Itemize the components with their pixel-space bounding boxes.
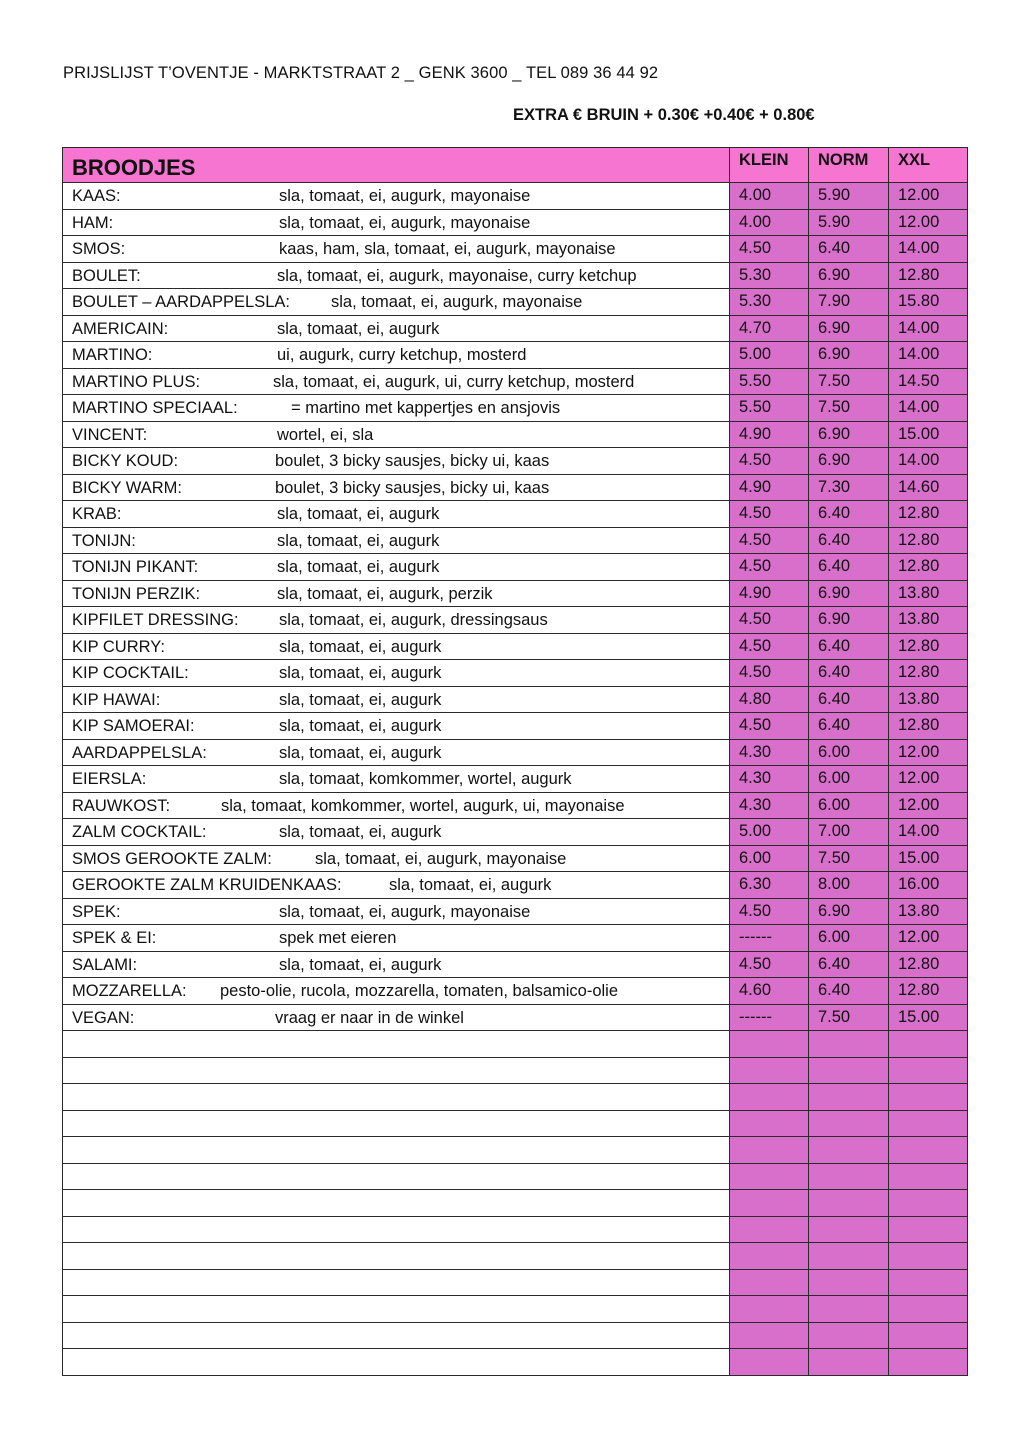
item-ingredients: kaas, ham, sla, tomaat, ei, augurk, mayonaise	[279, 240, 616, 258]
table-row	[63, 1004, 968, 1031]
price-xxl: 14.00	[889, 448, 968, 475]
price-norm: 6.40	[809, 236, 889, 263]
item-name: KIP COCKTAIL:	[72, 664, 189, 682]
price-xxl: 12.80	[889, 527, 968, 554]
empty-price-cell	[889, 1269, 968, 1296]
empty-row	[63, 1349, 968, 1376]
price-klein: 4.90	[730, 421, 809, 448]
item-name: AARDAPPELSLA:	[72, 743, 207, 762]
table-row	[63, 209, 968, 236]
table-row	[63, 262, 968, 289]
price-norm: 7.90	[809, 289, 889, 316]
price-klein: 4.80	[730, 686, 809, 713]
price-klein: 4.30	[730, 766, 809, 793]
table-row	[63, 580, 968, 607]
item-ingredients: = martino met kappertjes en ansjovis	[291, 399, 561, 417]
price-xxl: 12.80	[889, 501, 968, 528]
price-xxl: 12.80	[889, 262, 968, 289]
empty-item-cell	[63, 1190, 730, 1217]
table-row	[63, 872, 968, 899]
item-ingredients: sla, tomaat, ei, augurk	[277, 531, 440, 550]
price-xxl: 13.80	[889, 580, 968, 607]
price-klein: 4.30	[730, 739, 809, 766]
item-name: BOULET:	[72, 266, 141, 285]
empty-price-cell	[889, 1137, 968, 1164]
empty-item-cell	[63, 1137, 730, 1164]
empty-price-cell	[730, 1216, 809, 1243]
item-name: MOZZARELLA:	[72, 982, 187, 1000]
empty-price-cell	[730, 1190, 809, 1217]
price-xxl: 12.80	[889, 633, 968, 660]
price-norm: 6.40	[809, 713, 889, 740]
item-name: EIERSLA:	[72, 770, 147, 788]
item-name: BICKY KOUD:	[72, 452, 179, 470]
item-ingredients: sla, tomaat, ei, augurk	[389, 876, 552, 894]
empty-price-cell	[889, 1296, 968, 1323]
item-name: TONIJN PERZIK:	[72, 584, 201, 603]
table-row	[63, 448, 968, 475]
empty-row	[63, 1269, 968, 1296]
price-klein: 4.70	[730, 315, 809, 342]
table-row	[63, 713, 968, 740]
empty-price-cell	[809, 1031, 889, 1058]
item-name: HAM:	[72, 213, 114, 232]
price-klein: 4.50	[730, 236, 809, 263]
price-klein: 6.30	[730, 872, 809, 899]
item-cell	[63, 819, 730, 846]
table-row	[63, 739, 968, 766]
item-cell	[63, 289, 730, 316]
item-ingredients: sla, tomaat, ei, augurk	[279, 637, 442, 656]
item-cell	[63, 925, 730, 952]
price-norm: 7.50	[809, 1004, 889, 1031]
empty-price-cell	[889, 1057, 968, 1084]
price-xxl: 14.00	[889, 236, 968, 263]
price-xxl: 14.60	[889, 474, 968, 501]
item-name: SPEK:	[72, 902, 121, 921]
table-row	[63, 236, 968, 263]
price-xxl: 14.00	[889, 819, 968, 846]
price-norm: 6.90	[809, 448, 889, 475]
price-xxl: 12.00	[889, 925, 968, 952]
price-xxl: 12.00	[889, 739, 968, 766]
price-xxl: 14.00	[889, 395, 968, 422]
table-row	[63, 607, 968, 634]
price-norm: 6.40	[809, 501, 889, 528]
price-norm: 6.90	[809, 580, 889, 607]
price-klein: 5.50	[730, 395, 809, 422]
table-row	[63, 633, 968, 660]
item-name: VINCENT:	[72, 425, 148, 444]
item-cell	[63, 554, 730, 581]
item-cell	[63, 527, 730, 554]
table-row	[63, 395, 968, 422]
empty-item-cell	[63, 1163, 730, 1190]
item-ingredients: sla, tomaat, ei, augurk, mayonaise	[279, 187, 531, 205]
price-xxl: 13.80	[889, 607, 968, 634]
price-klein: 4.90	[730, 580, 809, 607]
price-klein: 4.50	[730, 607, 809, 634]
price-klein: 4.00	[730, 183, 809, 210]
item-cell	[63, 713, 730, 740]
item-ingredients: sla, tomaat, ei, augurk	[277, 319, 440, 338]
item-name: MARTINO SPECIAAL:	[72, 399, 238, 417]
item-cell	[63, 580, 730, 607]
price-klein: 4.60	[730, 978, 809, 1005]
item-cell	[63, 686, 730, 713]
empty-price-cell	[809, 1110, 889, 1137]
price-klein: 5.00	[730, 342, 809, 369]
empty-price-cell	[889, 1031, 968, 1058]
empty-price-cell	[809, 1243, 889, 1270]
item-cell	[63, 660, 730, 687]
price-klein: 4.50	[730, 448, 809, 475]
item-ingredients: sla, tomaat, ei, augurk	[279, 955, 442, 974]
item-name: SMOS:	[72, 240, 126, 258]
item-cell	[63, 421, 730, 448]
empty-item-cell	[63, 1031, 730, 1058]
item-ingredients: wortel, ei, sla	[277, 425, 374, 444]
item-cell	[63, 951, 730, 978]
price-xxl: 15.00	[889, 845, 968, 872]
price-norm: 6.90	[809, 898, 889, 925]
table-row	[63, 845, 968, 872]
empty-item-cell	[63, 1084, 730, 1111]
item-cell	[63, 209, 730, 236]
empty-price-cell	[809, 1084, 889, 1111]
price-klein: 4.50	[730, 633, 809, 660]
price-xxl: 12.80	[889, 951, 968, 978]
item-cell	[63, 448, 730, 475]
item-cell	[63, 236, 730, 263]
item-cell	[63, 872, 730, 899]
price-norm: 6.90	[809, 262, 889, 289]
empty-row	[63, 1190, 968, 1217]
empty-price-cell	[730, 1031, 809, 1058]
item-ingredients: sla, tomaat, ei, augurk	[279, 690, 442, 709]
empty-price-cell	[809, 1190, 889, 1217]
item-ingredients: sla, tomaat, ei, augurk, dressingsaus	[279, 611, 548, 629]
price-norm: 7.50	[809, 845, 889, 872]
price-klein: 6.00	[730, 845, 809, 872]
price-norm: 6.90	[809, 315, 889, 342]
item-ingredients: sla, tomaat, ei, augurk, mayonaise	[315, 849, 567, 868]
empty-price-cell	[730, 1296, 809, 1323]
price-klein: 4.50	[730, 713, 809, 740]
price-norm: 6.40	[809, 527, 889, 554]
item-name: KIPFILET DRESSING:	[72, 611, 239, 629]
price-xxl: 14.00	[889, 342, 968, 369]
item-name: GEROOKTE ZALM KRUIDENKAAS:	[72, 876, 342, 894]
table-row	[63, 554, 968, 581]
item-name: VEGAN:	[72, 1008, 135, 1027]
item-name: BOULET – AARDAPPELSLA:	[72, 293, 290, 311]
price-norm: 5.90	[809, 209, 889, 236]
item-ingredients: sla, tomaat, ei, augurk	[279, 823, 442, 841]
item-name: KIP HAWAI:	[72, 690, 161, 709]
item-cell	[63, 1004, 730, 1031]
item-ingredients: sla, tomaat, ei, augurk	[279, 743, 442, 762]
section-title: BROODJES	[63, 148, 730, 183]
item-name: MARTINO PLUS:	[72, 372, 201, 391]
table-row	[63, 501, 968, 528]
empty-row	[63, 1084, 968, 1111]
table-row	[63, 342, 968, 369]
empty-price-cell	[730, 1349, 809, 1376]
empty-price-cell	[730, 1243, 809, 1270]
column-klein: KLEIN	[730, 148, 809, 183]
empty-row	[63, 1243, 968, 1270]
table-row	[63, 819, 968, 846]
empty-item-cell	[63, 1243, 730, 1270]
price-norm: 7.50	[809, 368, 889, 395]
price-klein: 5.50	[730, 368, 809, 395]
item-ingredients: ui, augurk, curry ketchup, mosterd	[277, 346, 527, 364]
price-xxl: 12.80	[889, 554, 968, 581]
empty-item-cell	[63, 1057, 730, 1084]
item-name: MARTINO:	[72, 346, 153, 364]
empty-row	[63, 1296, 968, 1323]
price-klein: 4.90	[730, 474, 809, 501]
price-xxl: 13.80	[889, 686, 968, 713]
empty-row	[63, 1163, 968, 1190]
item-name: KRAB:	[72, 505, 122, 523]
extra-bruin-note: EXTRA € BRUIN + 0.30€ +0.40€ + 0.80€	[513, 106, 815, 124]
table-row	[63, 898, 968, 925]
price-norm: 6.00	[809, 766, 889, 793]
table-row	[63, 527, 968, 554]
item-cell	[63, 766, 730, 793]
empty-price-cell	[889, 1216, 968, 1243]
price-xxl: 13.80	[889, 898, 968, 925]
empty-price-cell	[809, 1216, 889, 1243]
price-klein: 5.00	[730, 819, 809, 846]
price-klein: 4.00	[730, 209, 809, 236]
item-ingredients: sla, tomaat, komkommer, wortel, augurk, ui, mayonaise	[221, 796, 625, 815]
price-xxl: 12.00	[889, 209, 968, 236]
empty-price-cell	[809, 1137, 889, 1164]
item-ingredients: sla, tomaat, ei, augurk, perzik	[277, 584, 493, 603]
item-ingredients: sla, tomaat, ei, augurk	[279, 664, 442, 682]
empty-price-cell	[889, 1243, 968, 1270]
table-row	[63, 925, 968, 952]
item-cell	[63, 633, 730, 660]
price-xxl: 16.00	[889, 872, 968, 899]
item-cell	[63, 501, 730, 528]
price-xxl: 12.00	[889, 766, 968, 793]
price-xxl: 15.00	[889, 1004, 968, 1031]
empty-row	[63, 1057, 968, 1084]
item-cell	[63, 342, 730, 369]
price-klein: ------	[730, 925, 809, 952]
empty-price-cell	[730, 1269, 809, 1296]
item-cell	[63, 792, 730, 819]
table-row	[63, 792, 968, 819]
price-norm: 5.90	[809, 183, 889, 210]
price-norm: 7.00	[809, 819, 889, 846]
item-cell	[63, 262, 730, 289]
item-ingredients: sla, tomaat, ei, augurk	[279, 717, 442, 735]
empty-price-cell	[809, 1269, 889, 1296]
table-row	[63, 474, 968, 501]
item-name: KIP SAMOERAI:	[72, 717, 195, 735]
item-ingredients: vraag er naar in de winkel	[275, 1008, 464, 1027]
empty-price-cell	[730, 1137, 809, 1164]
item-name: SALAMI:	[72, 955, 138, 974]
price-klein: 5.30	[730, 262, 809, 289]
price-klein: 4.50	[730, 898, 809, 925]
empty-price-cell	[730, 1057, 809, 1084]
price-norm: 6.40	[809, 978, 889, 1005]
item-ingredients: sla, tomaat, ei, augurk	[277, 558, 440, 576]
item-name: KIP CURRY:	[72, 637, 165, 656]
empty-price-cell	[730, 1110, 809, 1137]
price-norm: 7.50	[809, 395, 889, 422]
table-header-row	[63, 148, 968, 183]
item-ingredients: sla, tomaat, ei, augurk, mayonaise, curry ketchup	[277, 266, 637, 285]
item-cell	[63, 183, 730, 210]
price-klein: 5.30	[730, 289, 809, 316]
item-ingredients: boulet, 3 bicky sausjes, bicky ui, kaas	[275, 478, 550, 497]
item-ingredients: sla, tomaat, ei, augurk	[277, 505, 440, 523]
column-xxl: XXL	[889, 148, 968, 183]
table-row	[63, 368, 968, 395]
empty-price-cell	[889, 1084, 968, 1111]
item-ingredients: boulet, 3 bicky sausjes, bicky ui, kaas	[275, 452, 550, 470]
item-ingredients: sla, tomaat, ei, augurk, mayonaise	[331, 293, 583, 311]
price-xxl: 12.00	[889, 792, 968, 819]
empty-item-cell	[63, 1269, 730, 1296]
item-name: TONIJN:	[72, 531, 136, 550]
empty-price-cell	[809, 1057, 889, 1084]
empty-price-cell	[889, 1190, 968, 1217]
price-norm: 6.90	[809, 342, 889, 369]
item-ingredients: pesto-olie, rucola, mozzarella, tomaten, balsamico-olie	[220, 982, 619, 1000]
price-xxl: 12.80	[889, 713, 968, 740]
price-table	[62, 147, 968, 1376]
empty-item-cell	[63, 1296, 730, 1323]
price-xxl: 14.00	[889, 315, 968, 342]
table-row	[63, 315, 968, 342]
price-norm: 6.40	[809, 686, 889, 713]
item-cell	[63, 845, 730, 872]
empty-price-cell	[889, 1163, 968, 1190]
item-cell	[63, 607, 730, 634]
item-cell	[63, 898, 730, 925]
item-cell	[63, 739, 730, 766]
item-ingredients: spek met eieren	[279, 929, 397, 947]
item-cell	[63, 474, 730, 501]
item-name: AMERICAIN:	[72, 319, 169, 338]
empty-price-cell	[889, 1349, 968, 1376]
page-header: PRIJSLIJST T’OVENTJE - MARKTSTRAAT 2 _ GENK 3600 _ TEL 089 36 44 92	[63, 64, 659, 82]
column-norm: NORM	[809, 148, 889, 183]
empty-row	[63, 1137, 968, 1164]
price-klein: 4.50	[730, 660, 809, 687]
price-xxl: 12.00	[889, 183, 968, 210]
price-norm: 6.40	[809, 633, 889, 660]
empty-row	[63, 1031, 968, 1058]
price-xxl: 14.50	[889, 368, 968, 395]
table-row	[63, 978, 968, 1005]
empty-price-cell	[730, 1084, 809, 1111]
empty-item-cell	[63, 1110, 730, 1137]
price-xxl: 12.80	[889, 660, 968, 687]
item-name: TONIJN PIKANT:	[72, 558, 199, 576]
table-row	[63, 766, 968, 793]
item-name: BICKY WARM:	[72, 478, 183, 497]
empty-price-cell	[809, 1322, 889, 1349]
price-norm: 8.00	[809, 872, 889, 899]
price-xxl: 15.00	[889, 421, 968, 448]
item-cell	[63, 368, 730, 395]
price-klein: 4.50	[730, 554, 809, 581]
empty-row	[63, 1110, 968, 1137]
price-norm: 6.40	[809, 554, 889, 581]
item-ingredients: sla, tomaat, ei, augurk, ui, curry ketchup, mosterd	[273, 372, 635, 391]
empty-price-cell	[889, 1322, 968, 1349]
item-ingredients: sla, tomaat, ei, augurk, mayonaise	[279, 902, 531, 921]
item-cell	[63, 395, 730, 422]
item-name: ZALM COCKTAIL:	[72, 823, 207, 841]
empty-price-cell	[809, 1349, 889, 1376]
table-row	[63, 686, 968, 713]
table-row	[63, 951, 968, 978]
price-norm: 6.00	[809, 739, 889, 766]
item-name: SMOS GEROOKTE ZALM:	[72, 849, 272, 868]
empty-item-cell	[63, 1322, 730, 1349]
item-name: RAUWKOST:	[72, 796, 171, 815]
empty-row	[63, 1216, 968, 1243]
price-xxl: 15.80	[889, 289, 968, 316]
table-row	[63, 183, 968, 210]
item-ingredients: sla, tomaat, komkommer, wortel, augurk	[279, 770, 572, 788]
price-norm: 6.00	[809, 792, 889, 819]
price-klein: 4.30	[730, 792, 809, 819]
empty-price-cell	[889, 1110, 968, 1137]
price-klein: ------	[730, 1004, 809, 1031]
empty-row	[63, 1322, 968, 1349]
table-row	[63, 421, 968, 448]
table-body	[63, 183, 968, 1376]
price-norm: 6.40	[809, 660, 889, 687]
item-cell	[63, 315, 730, 342]
empty-item-cell	[63, 1349, 730, 1376]
price-klein: 4.50	[730, 951, 809, 978]
empty-item-cell	[63, 1216, 730, 1243]
price-norm: 7.30	[809, 474, 889, 501]
empty-price-cell	[730, 1163, 809, 1190]
empty-price-cell	[730, 1322, 809, 1349]
price-norm: 6.40	[809, 951, 889, 978]
price-xxl: 12.80	[889, 978, 968, 1005]
item-name: KAAS:	[72, 187, 121, 205]
table-row	[63, 289, 968, 316]
price-norm: 6.00	[809, 925, 889, 952]
price-norm: 6.90	[809, 607, 889, 634]
item-cell	[63, 978, 730, 1005]
table-row	[63, 660, 968, 687]
price-klein: 4.50	[730, 527, 809, 554]
price-norm: 6.90	[809, 421, 889, 448]
item-name: SPEK & EI:	[72, 929, 157, 947]
empty-price-cell	[809, 1163, 889, 1190]
item-ingredients: sla, tomaat, ei, augurk, mayonaise	[279, 213, 531, 232]
empty-price-cell	[809, 1296, 889, 1323]
price-klein: 4.50	[730, 501, 809, 528]
